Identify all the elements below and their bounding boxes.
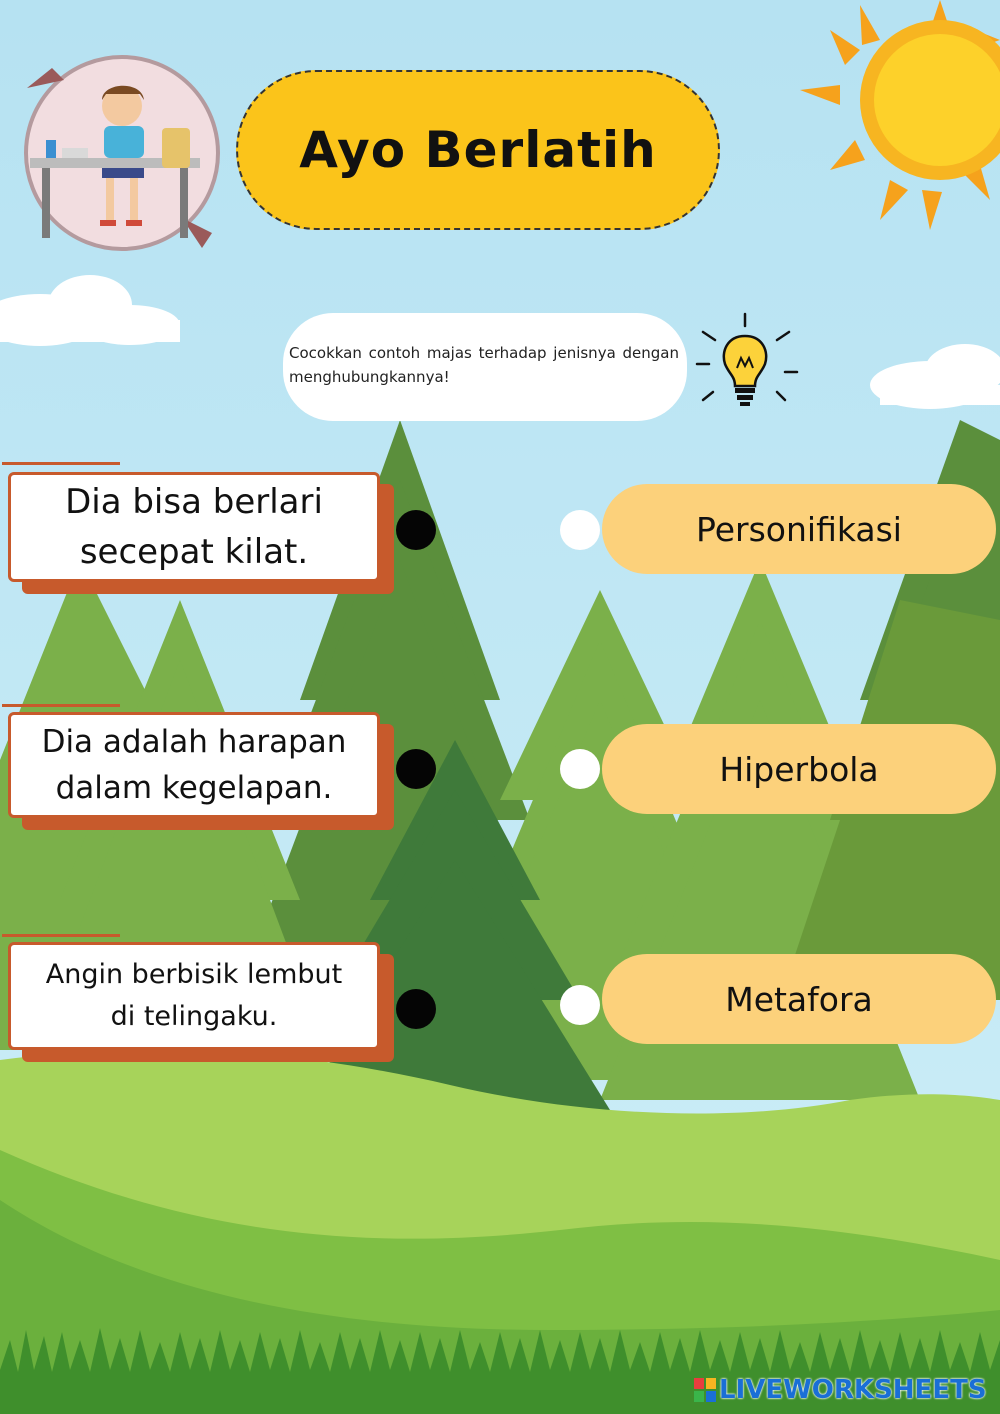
question-card-3: [8, 942, 380, 1050]
connector-dot-answer-1[interactable]: [560, 510, 600, 550]
card-decoration: [2, 704, 120, 707]
connector-dot-question-1[interactable]: [396, 510, 436, 550]
question-line: di telingaku.: [110, 1001, 278, 1032]
answer-label: Metafora: [725, 979, 873, 1019]
question-line: secepat kilat.: [79, 532, 309, 572]
answer-option-3[interactable]: [602, 954, 996, 1044]
student-at-desk-illustration: [22, 48, 222, 258]
answer-label: Personifikasi: [696, 509, 902, 549]
title-banner: [236, 70, 720, 230]
lightbulb-icon: [693, 312, 801, 412]
page-title: Ayo Berlatih: [299, 121, 657, 179]
connector-dot-question-2[interactable]: [396, 749, 436, 789]
connector-dot-question-3[interactable]: [396, 989, 436, 1029]
watermark-text: LIVEWORKSHEETS: [719, 1375, 987, 1405]
watermark: [694, 1374, 987, 1406]
question-line: Dia bisa berlari: [65, 482, 323, 522]
question-card-1: [8, 472, 380, 582]
answer-option-1[interactable]: [602, 484, 996, 574]
question-text: [46, 954, 342, 1038]
card-decoration: [2, 462, 120, 465]
question-line: dalam kegelapan.: [55, 770, 333, 806]
question-text: [65, 477, 323, 577]
instruction-text: Cocokkan contoh majas terhadap jenisnya dengan menghubungkannya!: [289, 344, 679, 386]
instruction-bubble: [283, 313, 687, 421]
connector-dot-answer-2[interactable]: [560, 749, 600, 789]
question-card-2: [8, 712, 380, 818]
card-decoration: [2, 934, 120, 937]
question-line: Angin berbisik lembut: [45, 959, 343, 990]
question-text: [42, 719, 347, 811]
answer-option-2[interactable]: [602, 724, 996, 814]
sun-illustration: [800, 0, 1000, 230]
liveworksheets-logo-icon: [694, 1378, 716, 1402]
connector-dot-answer-3[interactable]: [560, 985, 600, 1025]
answer-label: Hiperbola: [719, 749, 879, 789]
question-line: Dia adalah harapan: [41, 724, 347, 760]
